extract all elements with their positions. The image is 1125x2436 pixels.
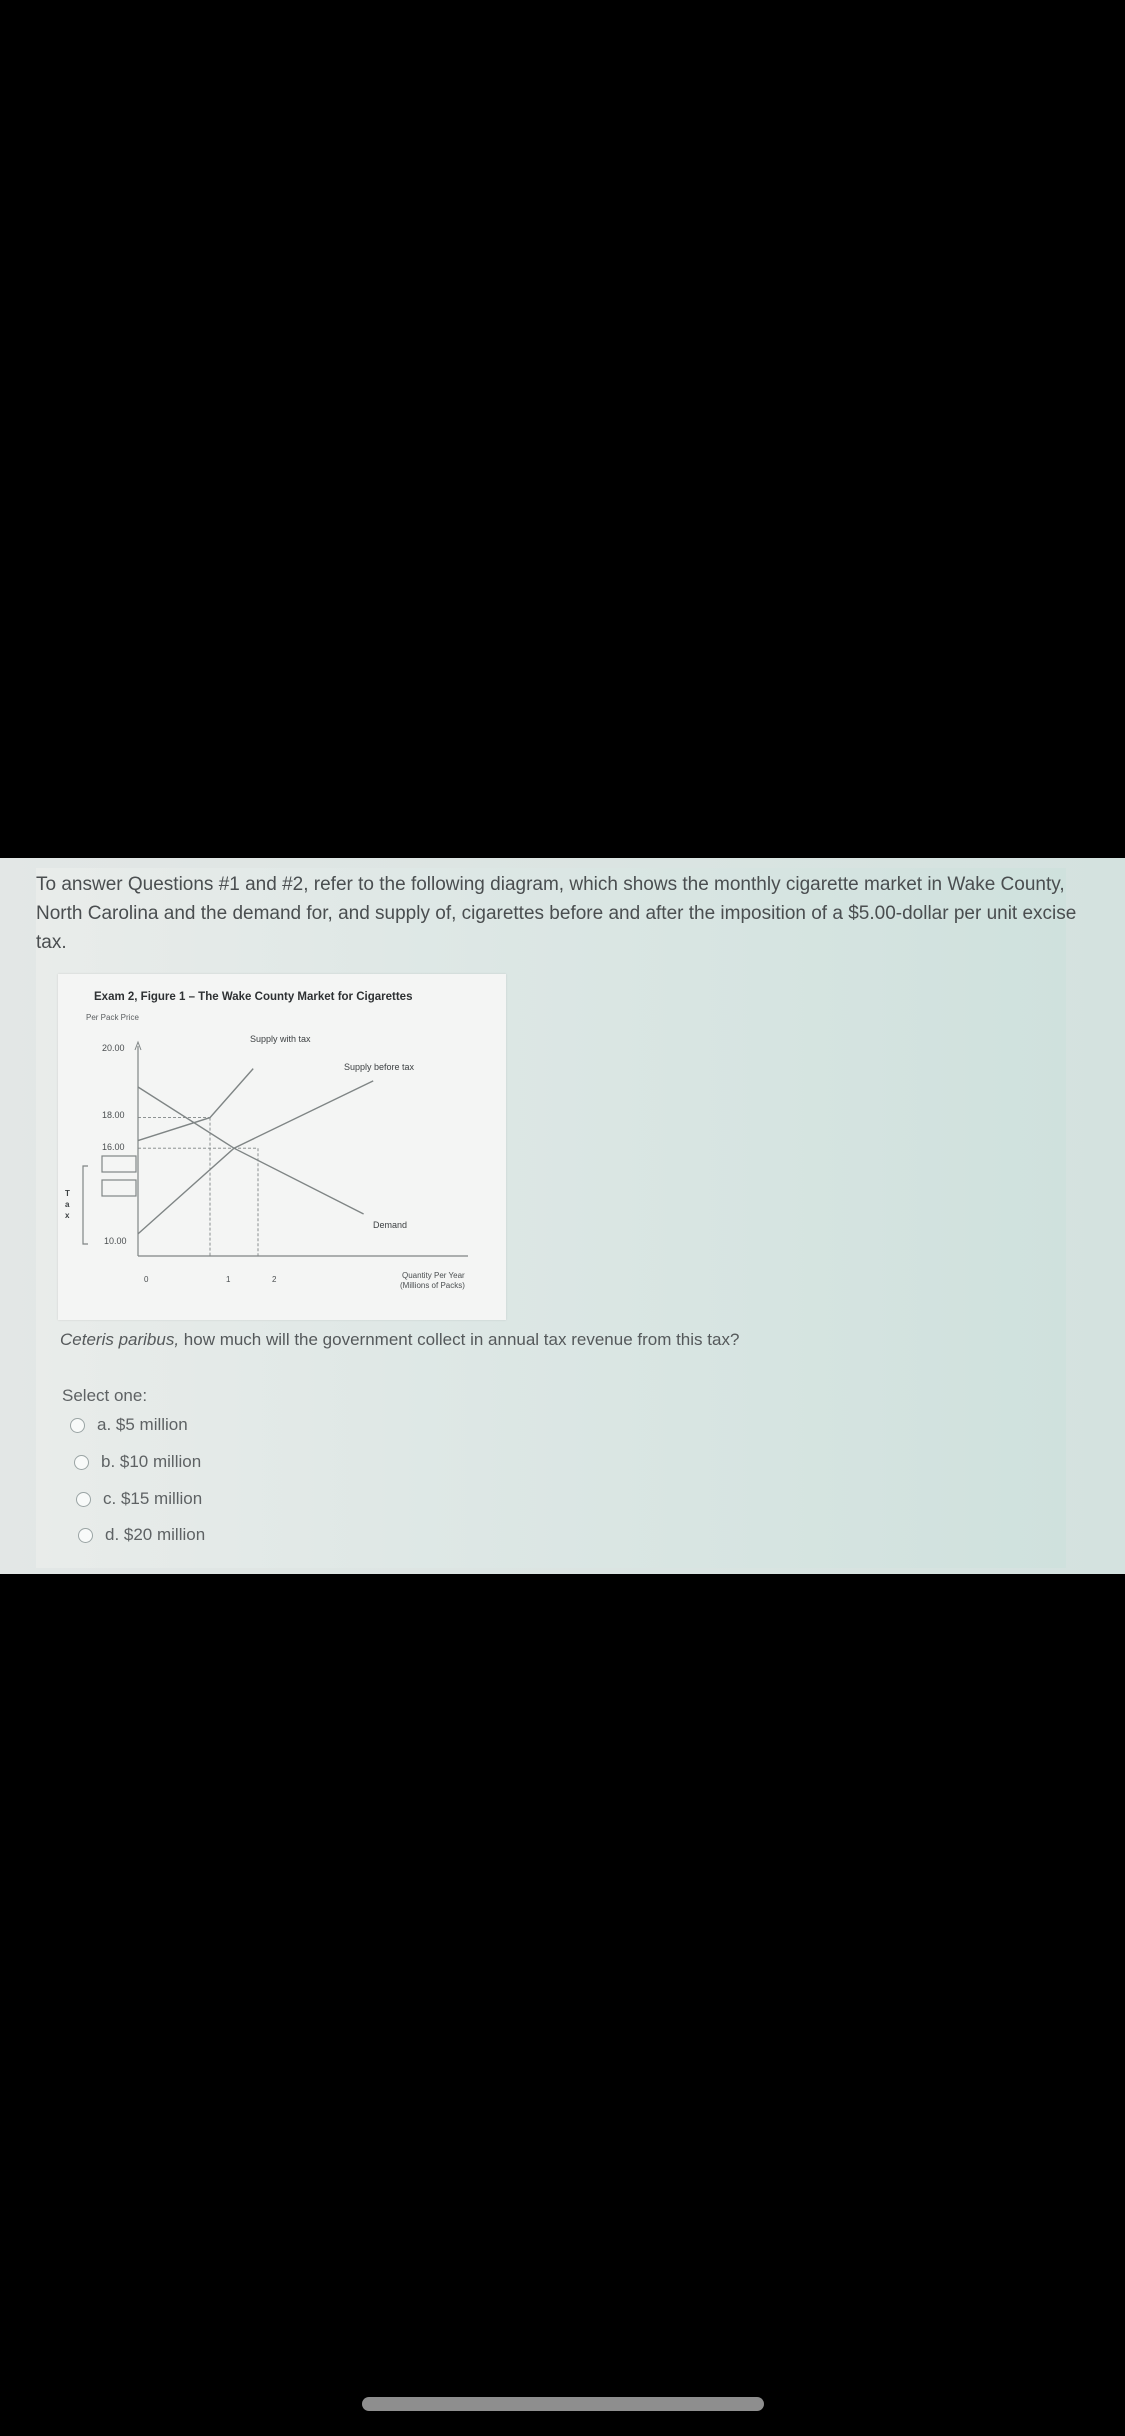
option-d[interactable] (78, 1523, 205, 1547)
tax-box-bottom (102, 1180, 136, 1196)
radio-c[interactable] (76, 1492, 91, 1507)
tax-letter-a: a (65, 1200, 70, 1209)
option-a-label: a. $5 million (97, 1415, 188, 1434)
option-b[interactable] (74, 1450, 201, 1474)
radio-a[interactable] (70, 1418, 85, 1433)
label-supply-before-tax: Supply before tax (344, 1062, 415, 1072)
chart-title: Exam 2, Figure 1 – The Wake County Market for Cigarettes (94, 991, 413, 1003)
question-intro: To answer Questions #1 and #2, refer to the following diagram, which shows the monthly cigarette market in Wake County, North Carolina and the demand for, and supply of, cigarettes before and after the imposition of a $5.00-dollar per unit excise tax. (36, 874, 1077, 953)
y-tick-18: 18.00 (102, 1110, 125, 1120)
option-c[interactable] (76, 1487, 202, 1511)
tax-letter-t: T (65, 1189, 70, 1198)
home-indicator[interactable] (362, 2397, 764, 2411)
option-a[interactable] (70, 1413, 188, 1437)
option-c-label: c. $15 million (103, 1489, 203, 1508)
question-rest: how much will the government collect in annual tax revenue from this tax? (179, 1330, 740, 1349)
curve-supply-with-tax (138, 1069, 253, 1141)
curves (138, 1069, 373, 1234)
x-tick-2: 2 (272, 1275, 277, 1284)
x-axis-label-line1: Quantity Per Year (402, 1271, 465, 1280)
figure-diagram (58, 974, 506, 1320)
select-one-label: Select one: (62, 1386, 148, 1405)
radio-b[interactable] (74, 1455, 89, 1470)
x-tick-0: 0 (144, 1275, 149, 1284)
question-prefix: Ceteris paribus, (60, 1330, 180, 1349)
tax-box-top (102, 1156, 136, 1172)
option-b-label: b. $10 million (101, 1452, 202, 1471)
y-tick-16: 16.00 (102, 1142, 125, 1152)
y-tick-10: 10.00 (104, 1236, 127, 1246)
market-chart (58, 974, 506, 1320)
curve-supply-before-tax (138, 1081, 373, 1234)
y-axis-label: Per Pack Price (86, 1013, 139, 1022)
label-supply-with-tax: Supply with tax (250, 1034, 311, 1044)
x-axis-label-line2: (Millions of Packs) (400, 1281, 465, 1290)
tax-bracket (83, 1166, 88, 1244)
option-d-label: d. $20 million (105, 1525, 206, 1544)
curve-demand (138, 1087, 364, 1214)
reference-lines (138, 1118, 258, 1256)
tax-letter-x: x (65, 1211, 70, 1220)
x-tick-1: 1 (226, 1275, 231, 1284)
label-demand: Demand (373, 1220, 408, 1230)
y-tick-20: 20.00 (102, 1043, 125, 1053)
radio-d[interactable] (78, 1528, 93, 1543)
question-text (60, 1330, 739, 1350)
